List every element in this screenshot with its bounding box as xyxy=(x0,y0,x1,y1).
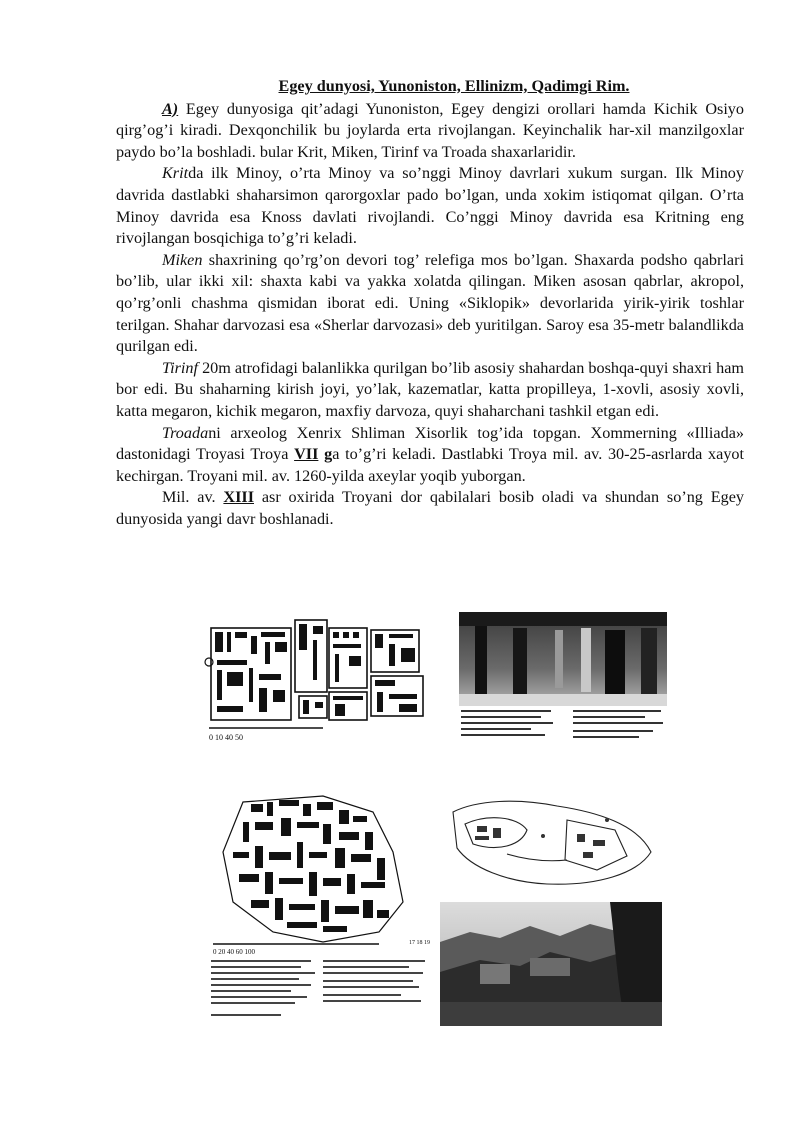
paragraph-dorians-text-1: Mil. av. xyxy=(162,488,224,507)
paragraph-troad xyxy=(116,423,744,488)
paragraph-troad-text-1: ni arxeolog Xenrix Shliman Xisorlik tog’ida topgan. Xommerning «Illiada» dastonidagi Troyasi Troya xyxy=(116,423,744,464)
paragraph-crete-text: da ilk Minoy, o’rta Minoy va so’nggi Minoy davrlari xukum surgan. Ilk Minoy davrida dastlabki shaharsimon qarorgoxlar pado bo’lgan, unda xokim istiqomat qilgan. O’rta Minoy davrida esa Knoss davlati rivojlandi. Co’nggi Minoy davrida esa Kritning eng rivojlangan bosqichiga to’g’ri keladi. xyxy=(116,164,744,248)
knossos-scale-label: 0 10 40 50 xyxy=(209,733,243,742)
paragraph-aegean-text: Egey dunyosiga qit’adagi Yunoniston, Egey dengizi orollari hamda Kichik Osiyo qirg’og’i kiradi. Dexqonchilik bu joylarda erta rivojlangan. Keyinchalik har-xil manzilgoxlar paydo bo’la boshladi. bular Krit, Miken, Tirinf va Troada shaxarlaridir. xyxy=(116,99,744,161)
knossos-plan-figure xyxy=(203,610,443,745)
columned-hall-photo xyxy=(455,610,683,745)
term-crete: Krit xyxy=(162,164,189,183)
term-mycenae: Miken xyxy=(162,250,203,269)
ruins-photo xyxy=(440,902,662,1026)
paragraph-troad-text-2: a to’g’ri keladi. Dastlabki Troya mil. av. 30-25-asrlarda xayot kechirgan. Troyani mil. av. 1260-yilda axeylar yoqib yuborgan. xyxy=(116,445,745,485)
bold-letter-g: g xyxy=(324,445,333,464)
term-tiryns: Tirinf xyxy=(162,358,198,377)
columned-hall-photo-figure xyxy=(455,610,683,745)
roman-numeral-xiii: XIII xyxy=(223,488,254,507)
settlement-plan-figure xyxy=(203,782,439,1030)
paragraph-crete xyxy=(116,163,744,249)
text-block xyxy=(116,76,744,530)
troy-site-plan-figure xyxy=(447,790,657,898)
paragraph-dorians-text-2: asr oxirida Troyani dor qabilalari bosib oladi va shundan so’ng Egey dunyosida yangi davr boshlanadi. xyxy=(116,488,744,528)
term-troad: Troada xyxy=(162,423,209,442)
paragraph-mycenae xyxy=(116,250,744,358)
settlement-plan-drawing xyxy=(203,782,439,1030)
paragraph-tiryns xyxy=(116,358,744,423)
troy-site-plan-drawing xyxy=(447,790,657,898)
paragraph-mycenae-text: shaxrining qo’rg’on devori tog’ relefiga mos bo’lgan. Shaxarda podsho qabrlari bo’lib, ular ikki xil: shaxta kabi va yakka xolatda qilingan. Miken asosan qabrlar, akropol, qo’rg’onli chashma qismidan iborat edi. Uning «Siklopik» devorlarida yirik-yirik toshlar terilgan. Shahar darvozasi esa «Sherlar darvozasi» deb yuritilgan. Saroy esa 35-metr balandlikda qurilgan edi. xyxy=(116,250,744,356)
settlement-legend-numbers: 17 18 19 xyxy=(409,940,430,946)
section-label-a: A) xyxy=(162,99,179,118)
settlement-scale-label: 0 20 40 60 100 xyxy=(213,948,255,956)
paragraph-dorians xyxy=(116,487,744,530)
page-title: Egey dunyosi, Yunoniston, Ellinizm, Qadimgi Rim. xyxy=(278,77,630,95)
paragraph-tiryns-text: 20m atrofidagi balanlikka qurilgan bo’lib asosiy shahardan boshqa-quyi shaxri ham bor edi. Bu shaharning kirish joyi, yo’lak, kazematlar, katta propilleya, 1-xovli, asosiy xovli, katta megaron, kichik megaron, maxfiy darvoza, quyi shaharchani tashkil etgan edi. xyxy=(116,358,744,420)
paragraph-aegean xyxy=(116,99,744,164)
ruins-photo-figure xyxy=(440,902,662,1026)
roman-numeral-vii: VII xyxy=(294,445,319,464)
knossos-plan-drawing xyxy=(203,610,443,745)
